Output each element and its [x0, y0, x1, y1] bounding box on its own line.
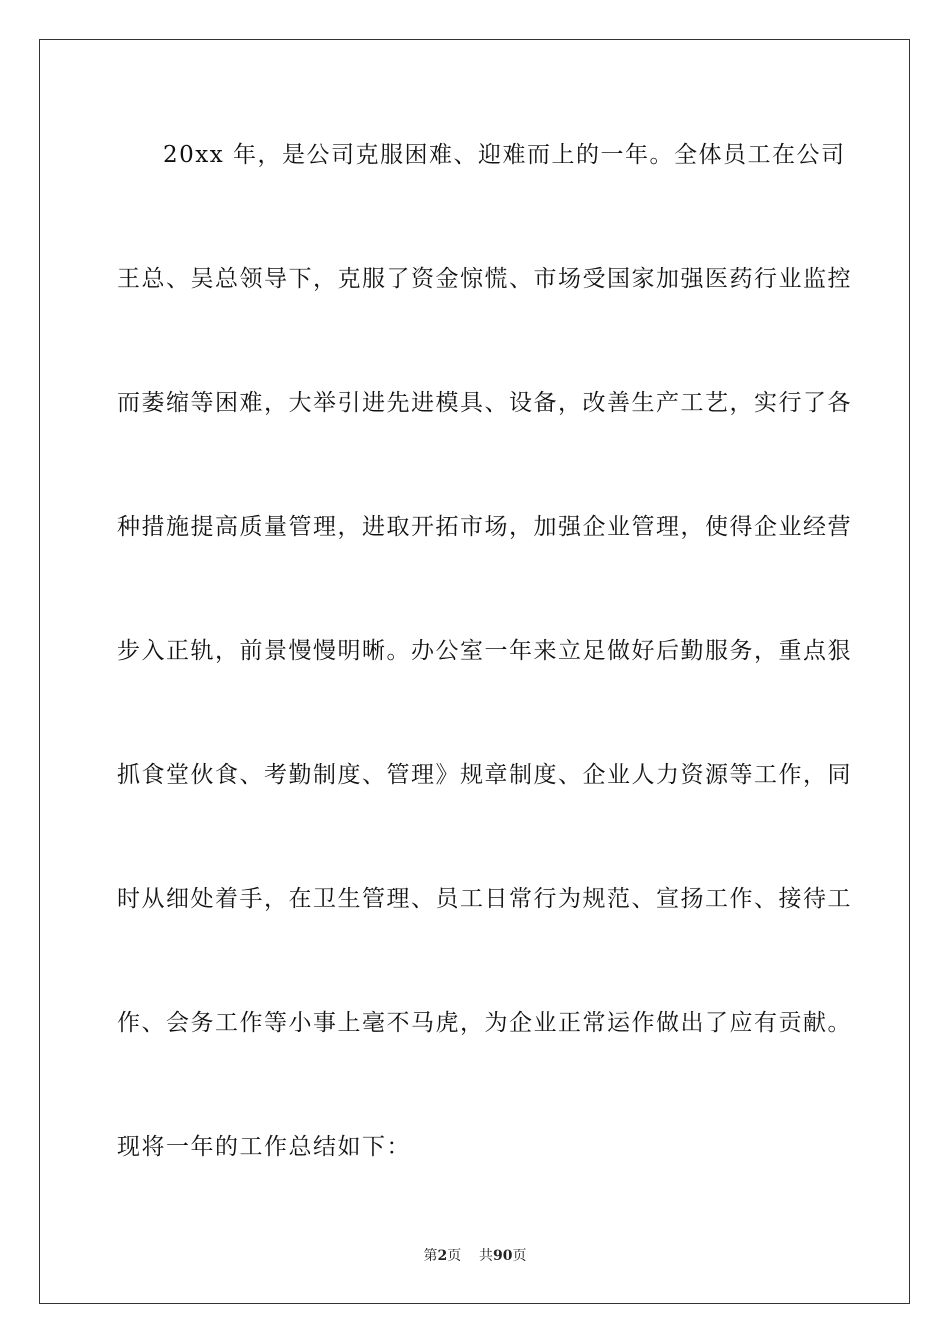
paragraph-line: 20xx 年，是公司克服困难、迎难而上的一年。全体员工在公司 — [163, 142, 846, 168]
footer-total-suffix: 页 — [512, 1248, 527, 1264]
paragraph-line: 作、会务工作等小事上毫不马虎，为企业正常运作做出了应有贡献。 — [117, 1010, 852, 1036]
page-footer — [0, 1245, 950, 1265]
paragraph-line: 种措施提高质量管理，进取开拓市场，加强企业管理，使得企业经营 — [117, 514, 852, 540]
paragraph-line: 而萎缩等困难，大举引进先进模具、设备，改善生产工艺，实行了各 — [117, 390, 852, 416]
footer-page-suffix: 页 — [447, 1248, 462, 1264]
paragraph-line: 王总、吴总领导下，克服了资金惊慌、市场受国家加强医药行业监控 — [117, 266, 852, 292]
footer-total-pages: 90 — [493, 1248, 513, 1264]
footer-page-prefix: 第 — [423, 1248, 438, 1264]
footer-total-prefix: 共 — [479, 1248, 494, 1264]
paragraph-line: 现将一年的工作总结如下： — [117, 1134, 411, 1160]
paragraph-line: 时从细处着手，在卫生管理、员工日常行为规范、宣扬工作、接待工 — [117, 886, 852, 912]
footer-page-number: 2 — [437, 1248, 448, 1264]
paragraph-line: 步入正轨，前景慢慢明晰。办公室一年来立足做好后勤服务，重点狠 — [117, 638, 852, 664]
document-body — [117, 124, 852, 1178]
paragraph-line: 抓食堂伙食、考勤制度、管理》规章制度、企业人力资源等工作，同 — [117, 762, 852, 788]
